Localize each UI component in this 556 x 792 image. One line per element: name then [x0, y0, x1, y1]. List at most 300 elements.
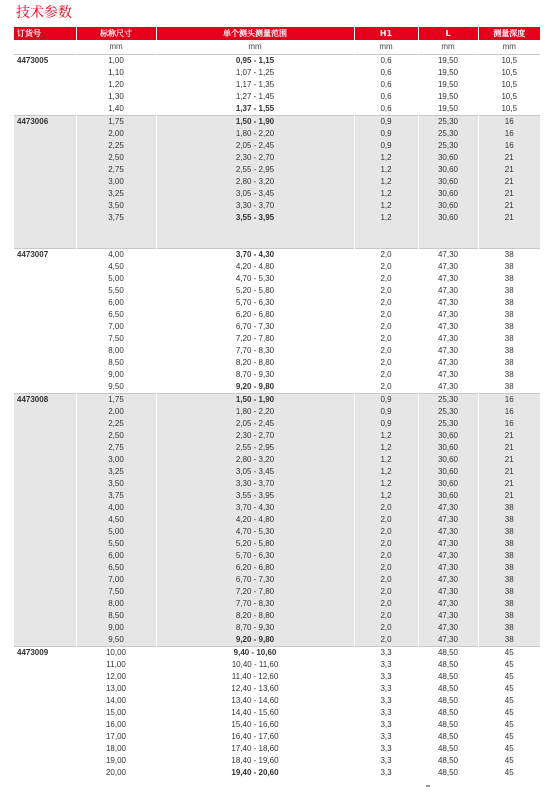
nominal-size-cell: 17,00 — [76, 731, 156, 743]
h1-cell: 1,2 — [354, 200, 418, 212]
nominal-size-cell: 7,50 — [76, 333, 156, 345]
header-measuring-range: 单个测头测量范围 — [156, 27, 354, 40]
order-number-cell — [14, 321, 76, 333]
measuring-range-cell: 6,70 - 7,30 — [156, 321, 354, 333]
table-row — [14, 478, 540, 490]
order-number-cell — [14, 538, 76, 550]
measuring-depth-cell: 10,5 — [478, 79, 540, 91]
l-cell: 48,50 — [418, 755, 478, 767]
order-number-cell — [14, 357, 76, 369]
table-row — [14, 574, 540, 586]
measuring-range-cell: 1,80 - 2,20 — [156, 128, 354, 140]
nominal-size-cell: 5,50 — [76, 285, 156, 297]
measuring-depth-cell: 45 — [478, 647, 540, 660]
h1-cell: 2,0 — [354, 285, 418, 297]
header-h1: H1 — [354, 27, 418, 40]
measuring-range-cell: 3,05 - 3,45 — [156, 188, 354, 200]
measuring-range-cell: 16,40 - 17,60 — [156, 731, 354, 743]
measuring-depth-cell: 45 — [478, 767, 540, 779]
l-cell: 30,60 — [418, 466, 478, 478]
l-cell: 48,50 — [418, 695, 478, 707]
measuring-range-cell: 0,95 - 1,15 — [156, 55, 354, 68]
l-cell: 30,60 — [418, 454, 478, 466]
nominal-size-cell: 7,00 — [76, 321, 156, 333]
h1-cell: 3,3 — [354, 743, 418, 755]
measuring-depth-cell: 45 — [478, 755, 540, 767]
table-row — [14, 430, 540, 442]
table-row — [14, 357, 540, 369]
empty-cell — [418, 236, 478, 249]
measuring-range-cell: 7,20 - 7,80 — [156, 333, 354, 345]
h1-cell: 2,0 — [354, 634, 418, 647]
nominal-size-cell: 7,50 — [76, 586, 156, 598]
table-row — [14, 454, 540, 466]
measuring-depth-cell: 10,5 — [478, 103, 540, 116]
nominal-size-cell: 8,50 — [76, 610, 156, 622]
l-cell: 47,30 — [418, 345, 478, 357]
measuring-range-cell: 2,05 - 2,45 — [156, 140, 354, 152]
l-cell: 30,60 — [418, 478, 478, 490]
l-cell: 47,30 — [418, 261, 478, 273]
measuring-range-cell: 2,55 - 2,95 — [156, 442, 354, 454]
nominal-size-cell: 18,00 — [76, 743, 156, 755]
measuring-depth-cell: 21 — [478, 442, 540, 454]
measuring-depth-cell: 38 — [478, 574, 540, 586]
measuring-depth-cell: 10,5 — [478, 55, 540, 68]
measuring-range-cell: 14,40 - 15,60 — [156, 707, 354, 719]
measuring-depth-cell: 38 — [478, 321, 540, 333]
nominal-size-cell: 4,50 — [76, 261, 156, 273]
h1-cell: 2,0 — [354, 369, 418, 381]
table-row — [14, 91, 540, 103]
order-number-cell — [14, 442, 76, 454]
measuring-range-cell: 3,70 - 4,30 — [156, 249, 354, 262]
h1-cell: 1,2 — [354, 490, 418, 502]
l-cell: 48,50 — [418, 647, 478, 660]
h1-cell: 0,6 — [354, 55, 418, 68]
nominal-size-cell: 9,00 — [76, 622, 156, 634]
nominal-size-cell: 1,00 — [76, 55, 156, 68]
measuring-depth-cell: 21 — [478, 212, 540, 224]
measuring-range-cell: 6,70 - 7,30 — [156, 574, 354, 586]
nominal-size-cell: 2,00 — [76, 128, 156, 140]
l-cell: 47,30 — [418, 285, 478, 297]
order-number-cell — [14, 212, 76, 224]
order-number-cell — [14, 598, 76, 610]
nominal-size-cell: 5,00 — [76, 273, 156, 285]
nominal-size-cell: 16,00 — [76, 719, 156, 731]
l-cell: 19,50 — [418, 55, 478, 68]
h1-cell: 1,2 — [354, 454, 418, 466]
measuring-depth-cell: 16 — [478, 116, 540, 129]
measuring-range-cell: 2,30 - 2,70 — [156, 152, 354, 164]
h1-cell: 1,2 — [354, 152, 418, 164]
h1-cell: 1,2 — [354, 188, 418, 200]
measuring-depth-cell: 38 — [478, 285, 540, 297]
table-row — [14, 333, 540, 345]
l-cell: 47,30 — [418, 586, 478, 598]
l-cell: 48,50 — [418, 659, 478, 671]
nominal-size-cell: 20,00 — [76, 767, 156, 779]
table-row — [14, 285, 540, 297]
empty-cell — [478, 224, 540, 236]
measuring-depth-cell: 38 — [478, 526, 540, 538]
measuring-range-cell: 5,20 - 5,80 — [156, 285, 354, 297]
h1-cell: 3,3 — [354, 647, 418, 660]
measuring-range-cell: 1,07 - 1,25 — [156, 67, 354, 79]
order-number-cell — [14, 273, 76, 285]
order-number-cell — [14, 574, 76, 586]
order-number-cell — [14, 490, 76, 502]
empty-cell — [14, 224, 76, 236]
measuring-depth-cell: 38 — [478, 357, 540, 369]
l-cell: 25,30 — [418, 406, 478, 418]
table-row — [14, 659, 540, 671]
order-number-cell: 4473007 — [14, 249, 76, 262]
header-l: L — [418, 27, 478, 40]
h1-cell: 3,3 — [354, 659, 418, 671]
table-row — [14, 767, 540, 779]
nominal-size-cell: 11,00 — [76, 659, 156, 671]
h1-cell: 0,9 — [354, 418, 418, 430]
table-row — [14, 466, 540, 478]
order-number-cell — [14, 103, 76, 116]
order-number-cell — [14, 309, 76, 321]
table-row — [14, 176, 540, 188]
order-number-cell — [14, 140, 76, 152]
measuring-depth-cell: 38 — [478, 514, 540, 526]
unit-cell: mm — [156, 40, 354, 55]
l-cell: 25,30 — [418, 140, 478, 152]
measuring-depth-cell: 38 — [478, 273, 540, 285]
measuring-range-cell: 17,40 - 18,60 — [156, 743, 354, 755]
h1-cell: 2,0 — [354, 297, 418, 309]
l-cell: 30,60 — [418, 164, 478, 176]
units-row — [14, 40, 540, 55]
measuring-depth-cell: 38 — [478, 381, 540, 394]
empty-cell — [478, 236, 540, 249]
order-number-cell — [14, 526, 76, 538]
measuring-range-cell: 15,40 - 16,60 — [156, 719, 354, 731]
table-row — [14, 526, 540, 538]
table-row — [14, 743, 540, 755]
measuring-range-cell: 7,70 - 8,30 — [156, 598, 354, 610]
h1-cell: 2,0 — [354, 333, 418, 345]
order-number-cell: 4473006 — [14, 116, 76, 129]
h1-cell: 2,0 — [354, 261, 418, 273]
nominal-size-cell: 3,25 — [76, 466, 156, 478]
table-row — [14, 502, 540, 514]
measuring-range-cell: 4,70 - 5,30 — [156, 526, 354, 538]
measuring-range-cell: 2,80 - 3,20 — [156, 176, 354, 188]
nominal-size-cell: 6,50 — [76, 309, 156, 321]
table-row — [14, 249, 540, 262]
order-number-cell — [14, 767, 76, 779]
measuring-depth-cell: 38 — [478, 562, 540, 574]
unit-cell: mm — [478, 40, 540, 55]
h1-cell: 2,0 — [354, 345, 418, 357]
measuring-depth-cell: 45 — [478, 695, 540, 707]
order-number-cell — [14, 418, 76, 430]
table-row — [14, 79, 540, 91]
measuring-range-cell: 8,20 - 8,80 — [156, 357, 354, 369]
order-number-cell — [14, 381, 76, 394]
l-cell: 47,30 — [418, 514, 478, 526]
order-number-cell — [14, 743, 76, 755]
measuring-depth-cell: 45 — [478, 731, 540, 743]
table-row — [14, 755, 540, 767]
measuring-range-cell: 8,20 - 8,80 — [156, 610, 354, 622]
measuring-depth-cell: 10,5 — [478, 67, 540, 79]
order-number-cell — [14, 333, 76, 345]
order-number-cell — [14, 695, 76, 707]
measuring-range-cell: 9,20 - 9,80 — [156, 634, 354, 647]
order-number-cell — [14, 188, 76, 200]
h1-cell: 1,2 — [354, 430, 418, 442]
nominal-size-cell: 3,00 — [76, 176, 156, 188]
order-number-cell: 4473009 — [14, 647, 76, 660]
table-row — [14, 261, 540, 273]
order-number-cell — [14, 176, 76, 188]
table-row — [14, 538, 540, 550]
table-body — [14, 40, 540, 779]
table-row — [14, 719, 540, 731]
nominal-size-cell: 5,50 — [76, 538, 156, 550]
table-row — [14, 212, 540, 224]
nominal-size-cell: 4,00 — [76, 502, 156, 514]
nominal-size-cell: 12,00 — [76, 671, 156, 683]
l-cell: 47,30 — [418, 598, 478, 610]
h1-cell: 0,9 — [354, 116, 418, 129]
measuring-depth-cell: 38 — [478, 502, 540, 514]
header-order-number: 订货号 — [14, 27, 76, 40]
order-number-cell — [14, 406, 76, 418]
l-cell: 30,60 — [418, 176, 478, 188]
measuring-range-cell: 9,20 - 9,80 — [156, 381, 354, 394]
measuring-range-cell: 2,30 - 2,70 — [156, 430, 354, 442]
h1-cell: 2,0 — [354, 538, 418, 550]
h1-cell: 2,0 — [354, 321, 418, 333]
h1-cell: 3,3 — [354, 755, 418, 767]
l-cell: 47,30 — [418, 321, 478, 333]
order-number-cell — [14, 550, 76, 562]
measuring-depth-cell: 45 — [478, 719, 540, 731]
nominal-size-cell: 2,25 — [76, 140, 156, 152]
table-row — [14, 707, 540, 719]
table-row — [14, 562, 540, 574]
h1-cell: 2,0 — [354, 249, 418, 262]
table-row — [14, 647, 540, 660]
measuring-range-cell: 8,70 - 9,30 — [156, 622, 354, 634]
l-cell: 30,60 — [418, 430, 478, 442]
table-row — [14, 634, 540, 647]
l-cell: 48,50 — [418, 767, 478, 779]
order-number-cell — [14, 128, 76, 140]
order-number-cell — [14, 502, 76, 514]
h1-cell: 0,9 — [354, 128, 418, 140]
measuring-range-cell: 3,30 - 3,70 — [156, 478, 354, 490]
l-cell: 47,30 — [418, 297, 478, 309]
l-cell: 30,60 — [418, 188, 478, 200]
header-row — [14, 27, 540, 40]
measuring-depth-cell: 45 — [478, 671, 540, 683]
empty-cell — [354, 236, 418, 249]
measuring-depth-cell: 16 — [478, 418, 540, 430]
nominal-size-cell: 2,50 — [76, 430, 156, 442]
nominal-size-cell: 8,00 — [76, 598, 156, 610]
l-cell: 30,60 — [418, 212, 478, 224]
table-row — [14, 586, 540, 598]
l-cell: 47,30 — [418, 369, 478, 381]
nominal-size-cell: 3,50 — [76, 478, 156, 490]
measuring-depth-cell: 21 — [478, 430, 540, 442]
h1-cell: 2,0 — [354, 273, 418, 285]
h1-cell: 0,9 — [354, 406, 418, 418]
spacer-row — [14, 224, 540, 236]
nominal-size-cell: 2,25 — [76, 418, 156, 430]
table-row — [14, 731, 540, 743]
measuring-depth-cell: 21 — [478, 454, 540, 466]
measuring-range-cell: 1,80 - 2,20 — [156, 406, 354, 418]
l-cell: 47,30 — [418, 610, 478, 622]
l-cell: 48,50 — [418, 707, 478, 719]
measuring-range-cell: 7,20 - 7,80 — [156, 586, 354, 598]
measuring-range-cell: 1,27 - 1,45 — [156, 91, 354, 103]
order-number-cell — [14, 478, 76, 490]
nominal-size-cell: 4,50 — [76, 514, 156, 526]
table-row — [14, 394, 540, 407]
l-cell: 47,30 — [418, 502, 478, 514]
measuring-range-cell: 8,70 - 9,30 — [156, 369, 354, 381]
l-cell: 47,30 — [418, 622, 478, 634]
l-cell: 47,30 — [418, 381, 478, 394]
measuring-range-cell: 4,20 - 4,80 — [156, 514, 354, 526]
measuring-depth-cell: 38 — [478, 610, 540, 622]
h1-cell: 2,0 — [354, 514, 418, 526]
table-row — [14, 309, 540, 321]
table-row — [14, 671, 540, 683]
nominal-size-cell: 8,00 — [76, 345, 156, 357]
measuring-range-cell: 2,80 - 3,20 — [156, 454, 354, 466]
l-cell: 19,50 — [418, 79, 478, 91]
table-row — [14, 152, 540, 164]
measuring-range-cell: 1,50 - 1,90 — [156, 116, 354, 129]
l-cell: 25,30 — [418, 418, 478, 430]
measuring-range-cell: 13,40 - 14,60 — [156, 695, 354, 707]
h1-cell: 3,3 — [354, 683, 418, 695]
measuring-range-cell: 9,40 - 10,60 — [156, 647, 354, 660]
order-number-cell — [14, 261, 76, 273]
nominal-size-cell: 9,50 — [76, 634, 156, 647]
order-number-cell: 4473008 — [14, 394, 76, 407]
nominal-size-cell: 1,75 — [76, 116, 156, 129]
l-cell: 30,60 — [418, 152, 478, 164]
order-number-cell — [14, 610, 76, 622]
h1-cell: 2,0 — [354, 381, 418, 394]
measuring-range-cell: 12,40 - 13,60 — [156, 683, 354, 695]
measuring-range-cell: 6,20 - 6,80 — [156, 562, 354, 574]
measuring-range-cell: 18,40 - 19,60 — [156, 755, 354, 767]
h1-cell: 1,2 — [354, 478, 418, 490]
empty-cell — [156, 236, 354, 249]
measuring-range-cell: 11,40 - 12,60 — [156, 671, 354, 683]
nominal-size-cell: 10,00 — [76, 647, 156, 660]
order-number-cell — [14, 91, 76, 103]
order-number-cell — [14, 659, 76, 671]
l-cell: 19,50 — [418, 91, 478, 103]
l-cell: 48,50 — [418, 671, 478, 683]
measuring-depth-cell: 38 — [478, 538, 540, 550]
measuring-depth-cell: 16 — [478, 140, 540, 152]
measuring-range-cell: 5,20 - 5,80 — [156, 538, 354, 550]
order-number-cell — [14, 152, 76, 164]
measuring-range-cell: 3,55 - 3,95 — [156, 490, 354, 502]
measuring-depth-cell: 38 — [478, 333, 540, 345]
table-row — [14, 103, 540, 116]
nominal-size-cell: 2,50 — [76, 152, 156, 164]
nominal-size-cell: 2,00 — [76, 406, 156, 418]
measuring-depth-cell: 16 — [478, 394, 540, 407]
measuring-range-cell: 4,20 - 4,80 — [156, 261, 354, 273]
measuring-range-cell: 6,20 - 6,80 — [156, 309, 354, 321]
measuring-depth-cell: 38 — [478, 249, 540, 262]
unit-cell: mm — [418, 40, 478, 55]
order-number-cell — [14, 707, 76, 719]
order-number-cell — [14, 430, 76, 442]
measuring-depth-cell: 38 — [478, 598, 540, 610]
measuring-range-cell: 1,37 - 1,55 — [156, 103, 354, 116]
nominal-size-cell: 3,00 — [76, 454, 156, 466]
table-row — [14, 55, 540, 68]
nominal-size-cell: 1,75 — [76, 394, 156, 407]
header-nominal-size: 标称尺寸 — [76, 27, 156, 40]
nominal-size-cell: 3,75 — [76, 490, 156, 502]
l-cell: 25,30 — [418, 394, 478, 407]
page-title: 技术参数 — [16, 5, 72, 21]
h1-cell: 3,3 — [354, 695, 418, 707]
table-row — [14, 67, 540, 79]
order-number-cell — [14, 466, 76, 478]
measuring-depth-cell: 10,5 — [478, 91, 540, 103]
order-number-cell — [14, 285, 76, 297]
h1-cell: 0,6 — [354, 103, 418, 116]
nominal-size-cell: 4,00 — [76, 249, 156, 262]
empty-cell — [418, 224, 478, 236]
nominal-size-cell: 5,00 — [76, 526, 156, 538]
l-cell: 47,30 — [418, 309, 478, 321]
table-row — [14, 683, 540, 695]
empty-cell — [76, 224, 156, 236]
l-cell: 47,30 — [418, 538, 478, 550]
nominal-size-cell: 2,75 — [76, 164, 156, 176]
l-cell: 47,30 — [418, 526, 478, 538]
order-number-cell — [14, 454, 76, 466]
order-number-cell — [14, 562, 76, 574]
measuring-depth-cell: 45 — [478, 707, 540, 719]
measuring-depth-cell: 21 — [478, 466, 540, 478]
measuring-depth-cell: 38 — [478, 634, 540, 647]
order-number-cell — [14, 200, 76, 212]
spacer-row — [14, 236, 540, 249]
table-row — [14, 200, 540, 212]
l-cell: 47,30 — [418, 273, 478, 285]
measuring-depth-cell: 38 — [478, 309, 540, 321]
nominal-size-cell: 14,00 — [76, 695, 156, 707]
measuring-range-cell: 3,55 - 3,95 — [156, 212, 354, 224]
order-number-cell — [14, 634, 76, 647]
table-row — [14, 116, 540, 129]
measuring-depth-cell: 45 — [478, 683, 540, 695]
